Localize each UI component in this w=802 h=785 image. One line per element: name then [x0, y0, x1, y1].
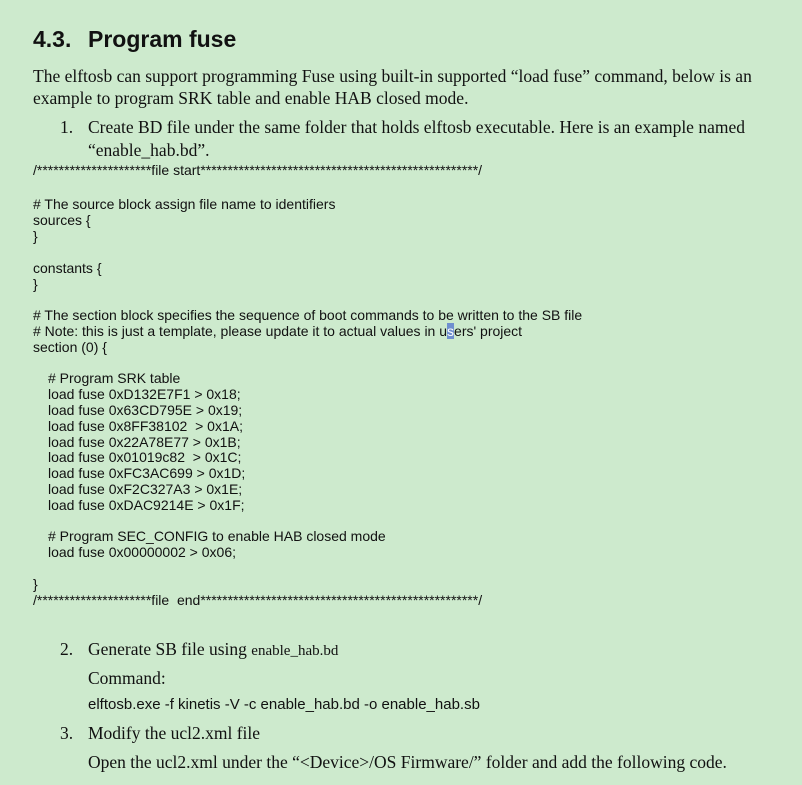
code-note-before: # Note: this is just a template, please update it to actual values in u	[33, 323, 448, 339]
command-label: Command:	[88, 668, 166, 688]
text-selection-highlight[interactable]: s	[447, 323, 455, 339]
step-2	[60, 638, 339, 661]
step-number: 3.	[60, 723, 74, 743]
intro-line-1: The elftosb can support programming Fuse using built-in supported “load fuse” command, below is an	[33, 66, 752, 86]
code-srk-line: load fuse 0x22A78E77 > 0x1B;	[48, 434, 241, 450]
code-section-close: }	[33, 576, 38, 592]
section-title: Program fuse	[88, 26, 237, 52]
step-3	[60, 722, 261, 745]
code-comment-sec-config: # Program SEC_CONFIG to enable HAB closed mode	[48, 528, 386, 544]
code-sources-close: }	[33, 228, 38, 244]
code-srk-line: load fuse 0xDAC9214E > 0x1F;	[48, 497, 245, 513]
code-comment-section: # The section block specifies the sequence of boot commands to be written to the SB file	[33, 307, 583, 323]
step-number: 2.	[60, 639, 74, 659]
step-3-text: Modify the ucl2.xml file	[88, 723, 261, 743]
code-section-open: section (0) {	[33, 339, 107, 355]
intro-paragraph	[33, 65, 793, 109]
code-note-after: ers' project	[454, 323, 523, 339]
code-sec-config-line: load fuse 0x00000002 > 0x06;	[48, 544, 236, 560]
code-srk-line: load fuse 0xF2C327A3 > 0x1E;	[48, 481, 243, 497]
code-srk-line: load fuse 0x01019c82 > 0x1C;	[48, 449, 242, 465]
step-1-line-1: Create BD file under the same folder that holds elftosb executable. Here is an example named	[88, 117, 745, 137]
code-file-start: /*********************file start***************************************************/	[33, 162, 483, 178]
step-3-detail: Open the ucl2.xml under the “<Device>/OS Firmware/” folder and add the following code.	[88, 752, 727, 772]
code-srk-line: load fuse 0x63CD795E > 0x19;	[48, 402, 243, 418]
section-number: 4.3.	[33, 26, 72, 52]
command-line: elftosb.exe -f kinetis -V -c enable_hab.bd -o enable_hab.sb	[88, 696, 480, 713]
code-comment-source: # The source block assign file name to identifiers	[33, 196, 336, 212]
step-1-line-2: “enable_hab.bd”.	[88, 140, 210, 160]
step-number: 1.	[60, 117, 74, 137]
code-note	[33, 323, 522, 339]
code-sources-open: sources {	[33, 212, 91, 228]
step-2-file: enable_hab.bd	[251, 643, 339, 659]
step-1	[60, 116, 745, 160]
section-heading	[33, 26, 236, 53]
code-comment-srk: # Program SRK table	[48, 370, 181, 386]
code-constants-close: }	[33, 276, 38, 292]
code-srk-line: load fuse 0xFC3AC699 > 0x1D;	[48, 465, 246, 481]
code-file-end: /*********************file end***************************************************/	[33, 592, 483, 608]
code-constants-open: constants {	[33, 260, 102, 276]
code-srk-line: load fuse 0x8FF38102 > 0x1A;	[48, 418, 243, 434]
step-2-text: Generate SB file using	[88, 639, 252, 659]
intro-line-2: example to program SRK table and enable HAB closed mode.	[33, 88, 469, 108]
code-srk-line: load fuse 0xD132E7F1 > 0x18;	[48, 386, 241, 402]
